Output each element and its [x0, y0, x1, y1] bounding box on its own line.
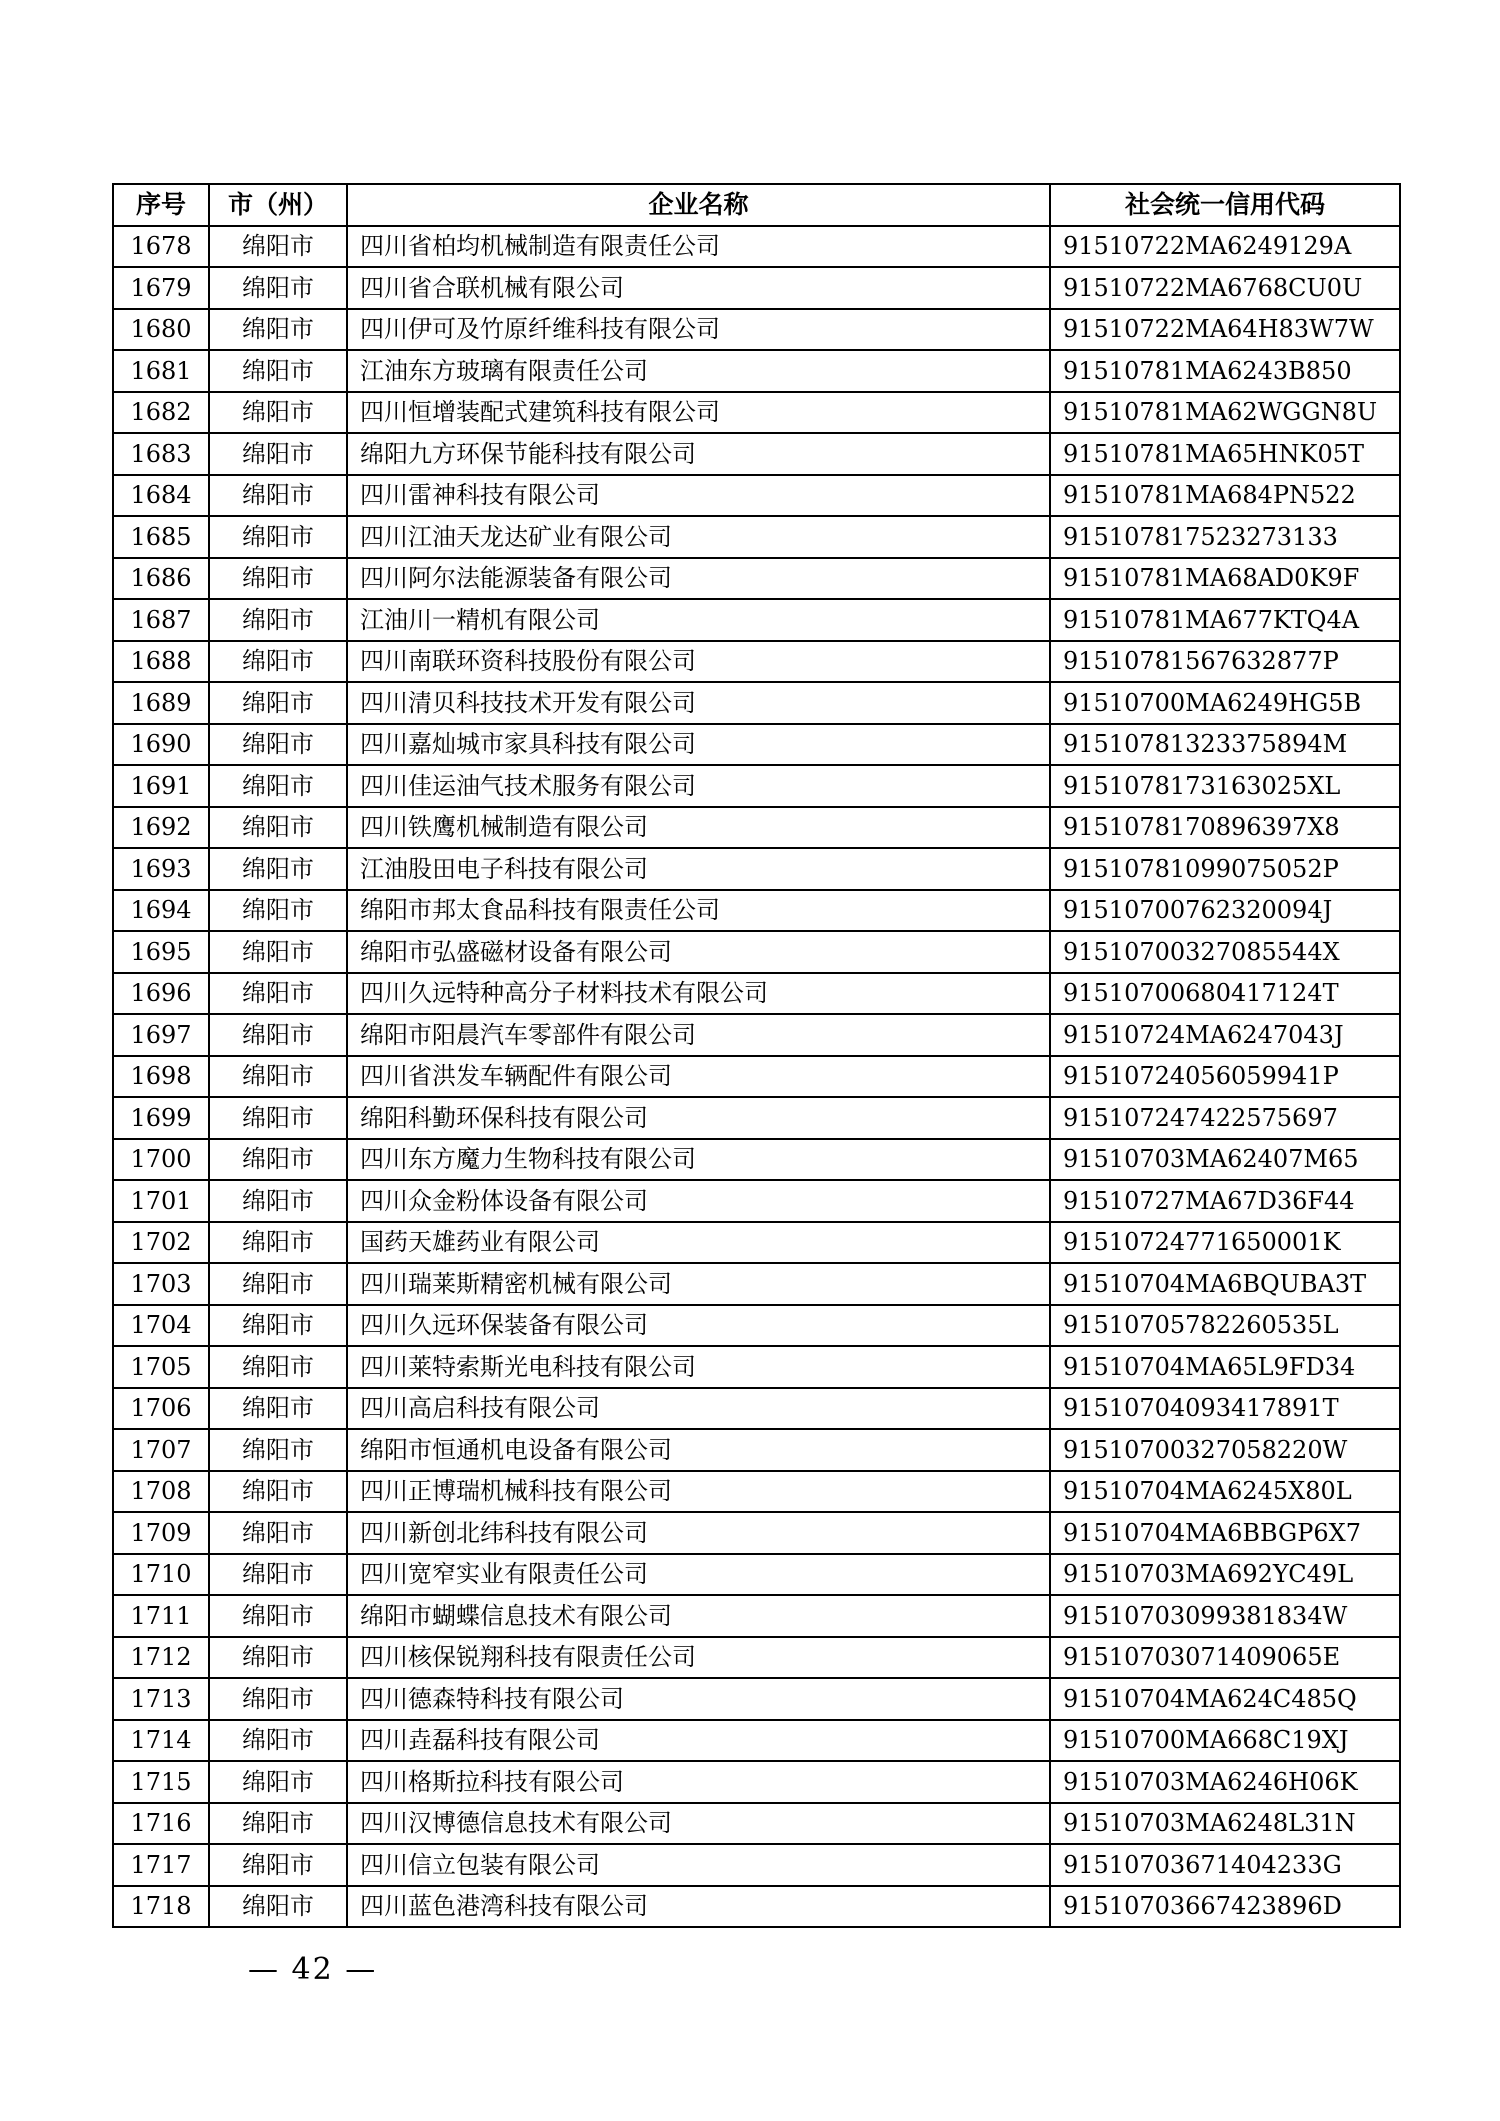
row-city: 绵阳市 — [209, 1512, 347, 1554]
table-row — [113, 1678, 1400, 1720]
row-city: 绵阳市 — [209, 1471, 347, 1513]
table-row — [113, 1429, 1400, 1471]
row-credit-code: 91510724771650001K — [1050, 1222, 1400, 1264]
table-row — [113, 1014, 1400, 1056]
table-row — [113, 1180, 1400, 1222]
table-row — [113, 765, 1400, 807]
row-credit-code: 91510704MA65L9FD34 — [1050, 1346, 1400, 1388]
table-row — [113, 848, 1400, 890]
row-company-name: 绵阳科勤环保科技有限公司 — [347, 1097, 1050, 1139]
row-seq: 1711 — [113, 1595, 209, 1637]
row-credit-code: 91510704MA6BQUBA3T — [1050, 1263, 1400, 1305]
row-credit-code: 91510724MA6247043J — [1050, 1014, 1400, 1056]
row-company-name: 四川高启科技有限公司 — [347, 1388, 1050, 1430]
row-company-name: 四川恒增装配式建筑科技有限公司 — [347, 392, 1050, 434]
row-company-name: 四川久远特种高分子材料技术有限公司 — [347, 973, 1050, 1015]
row-seq: 1705 — [113, 1346, 209, 1388]
row-credit-code: 91510781MA65HNK05T — [1050, 433, 1400, 475]
row-city: 绵阳市 — [209, 1388, 347, 1430]
row-company-name: 四川众金粉体设备有限公司 — [347, 1180, 1050, 1222]
row-seq: 1708 — [113, 1471, 209, 1513]
table-row — [113, 1803, 1400, 1845]
row-company-name: 四川阿尔法能源装备有限公司 — [347, 558, 1050, 600]
row-credit-code: 91510781MA62WGGN8U — [1050, 392, 1400, 434]
header-name: 企业名称 — [347, 184, 1050, 226]
row-credit-code: 9151078173163025XL — [1050, 765, 1400, 807]
table-row — [113, 1263, 1400, 1305]
row-city: 绵阳市 — [209, 475, 347, 517]
row-company-name: 四川省合联机械有限公司 — [347, 267, 1050, 309]
table-row — [113, 1346, 1400, 1388]
row-seq: 1693 — [113, 848, 209, 890]
row-seq: 1699 — [113, 1097, 209, 1139]
row-company-name: 国药天雄药业有限公司 — [347, 1222, 1050, 1264]
row-credit-code: 91510700MA6249HG5B — [1050, 682, 1400, 724]
table-row — [113, 641, 1400, 683]
header-row — [113, 184, 1400, 226]
row-credit-code: 91510722MA64H83W7W — [1050, 309, 1400, 351]
table-row — [113, 1886, 1400, 1928]
row-seq: 1686 — [113, 558, 209, 600]
row-credit-code: 91510781MA6243B850 — [1050, 350, 1400, 392]
row-city: 绵阳市 — [209, 1844, 347, 1886]
row-credit-code: 91510705782260535L — [1050, 1305, 1400, 1347]
row-credit-code: 91510781MA684PN522 — [1050, 475, 1400, 517]
table-row — [113, 350, 1400, 392]
table-row — [113, 599, 1400, 641]
row-company-name: 四川雷神科技有限公司 — [347, 475, 1050, 517]
row-company-name: 绵阳市蝴蝶信息技术有限公司 — [347, 1595, 1050, 1637]
row-seq: 1709 — [113, 1512, 209, 1554]
table-row — [113, 392, 1400, 434]
row-company-name: 四川宽窄实业有限责任公司 — [347, 1554, 1050, 1596]
row-credit-code: 91510724056059941P — [1050, 1056, 1400, 1098]
row-city: 绵阳市 — [209, 433, 347, 475]
row-credit-code: 91510722MA6768CU0U — [1050, 267, 1400, 309]
table-row — [113, 931, 1400, 973]
row-seq: 1696 — [113, 973, 209, 1015]
row-seq: 1688 — [113, 641, 209, 683]
row-seq: 1692 — [113, 807, 209, 849]
row-city: 绵阳市 — [209, 1346, 347, 1388]
row-company-name: 江油东方玻璃有限责任公司 — [347, 350, 1050, 392]
row-city: 绵阳市 — [209, 1637, 347, 1679]
table-row — [113, 1637, 1400, 1679]
table-row — [113, 1097, 1400, 1139]
table-row — [113, 1471, 1400, 1513]
row-city: 绵阳市 — [209, 558, 347, 600]
row-company-name: 四川德森特科技有限公司 — [347, 1678, 1050, 1720]
table-row — [113, 1139, 1400, 1181]
row-seq: 1691 — [113, 765, 209, 807]
row-company-name: 四川久远环保装备有限公司 — [347, 1305, 1050, 1347]
row-seq: 1700 — [113, 1139, 209, 1181]
row-seq: 1697 — [113, 1014, 209, 1056]
table-row — [113, 1305, 1400, 1347]
row-city: 绵阳市 — [209, 1595, 347, 1637]
row-company-name: 绵阳市邦太食品科技有限责任公司 — [347, 890, 1050, 932]
row-city: 绵阳市 — [209, 1180, 347, 1222]
row-company-name: 绵阳市弘盛磁材设备有限公司 — [347, 931, 1050, 973]
row-credit-code: 91510781099075052P — [1050, 848, 1400, 890]
table-row — [113, 1844, 1400, 1886]
row-seq: 1687 — [113, 599, 209, 641]
row-credit-code: 91510703667423896D — [1050, 1886, 1400, 1928]
row-credit-code: 91510703MA62407M65 — [1050, 1139, 1400, 1181]
row-credit-code: 91510704MA6BBGP6X7 — [1050, 1512, 1400, 1554]
row-seq: 1695 — [113, 931, 209, 973]
row-company-name: 四川铁鹰机械制造有限公司 — [347, 807, 1050, 849]
table-row — [113, 682, 1400, 724]
row-city: 绵阳市 — [209, 309, 347, 351]
row-city: 绵阳市 — [209, 599, 347, 641]
row-seq: 1715 — [113, 1761, 209, 1803]
table-row — [113, 890, 1400, 932]
row-seq: 1678 — [113, 226, 209, 268]
row-city: 绵阳市 — [209, 848, 347, 890]
row-seq: 1701 — [113, 1180, 209, 1222]
row-seq: 1698 — [113, 1056, 209, 1098]
table-header — [113, 184, 1400, 226]
row-company-name: 四川正博瑞机械科技有限公司 — [347, 1471, 1050, 1513]
row-company-name: 绵阳市阳晨汽车零部件有限公司 — [347, 1014, 1050, 1056]
row-company-name: 四川东方魔力生物科技有限公司 — [347, 1139, 1050, 1181]
header-seq: 序号 — [113, 184, 209, 226]
row-city: 绵阳市 — [209, 931, 347, 973]
table-row — [113, 1222, 1400, 1264]
row-city: 绵阳市 — [209, 890, 347, 932]
row-seq: 1679 — [113, 267, 209, 309]
row-company-name: 四川南联环资科技股份有限公司 — [347, 641, 1050, 683]
row-company-name: 四川新创北纬科技有限公司 — [347, 1512, 1050, 1554]
row-seq: 1706 — [113, 1388, 209, 1430]
row-credit-code: 9151078170896397X8 — [1050, 807, 1400, 849]
row-city: 绵阳市 — [209, 1263, 347, 1305]
row-credit-code: 91510781MA677KTQ4A — [1050, 599, 1400, 641]
row-company-name: 四川清贝科技技术开发有限公司 — [347, 682, 1050, 724]
row-credit-code: 91510781MA68AD0K9F — [1050, 558, 1400, 600]
header-code: 社会统一信用代码 — [1050, 184, 1400, 226]
table-row — [113, 433, 1400, 475]
row-company-name: 四川垚磊科技有限公司 — [347, 1720, 1050, 1762]
row-credit-code: 91510781567632877P — [1050, 641, 1400, 683]
row-city: 绵阳市 — [209, 1429, 347, 1471]
row-company-name: 四川核保锐翔科技有限责任公司 — [347, 1637, 1050, 1679]
enterprise-table — [112, 183, 1401, 1928]
row-company-name: 四川汉博德信息技术有限公司 — [347, 1803, 1050, 1845]
row-city: 绵阳市 — [209, 1554, 347, 1596]
row-seq: 1683 — [113, 433, 209, 475]
row-city: 绵阳市 — [209, 267, 347, 309]
row-credit-code: 91510700MA668C19XJ — [1050, 1720, 1400, 1762]
row-city: 绵阳市 — [209, 1056, 347, 1098]
row-seq: 1682 — [113, 392, 209, 434]
row-seq: 1702 — [113, 1222, 209, 1264]
table-row — [113, 973, 1400, 1015]
row-city: 绵阳市 — [209, 1014, 347, 1056]
row-credit-code: 91510727MA67D36F44 — [1050, 1180, 1400, 1222]
table-row — [113, 1761, 1400, 1803]
row-city: 绵阳市 — [209, 682, 347, 724]
row-seq: 1713 — [113, 1678, 209, 1720]
row-city: 绵阳市 — [209, 1803, 347, 1845]
row-city: 绵阳市 — [209, 1886, 347, 1928]
row-seq: 1685 — [113, 516, 209, 558]
row-company-name: 四川省洪发车辆配件有限公司 — [347, 1056, 1050, 1098]
table-row — [113, 226, 1400, 268]
row-seq: 1717 — [113, 1844, 209, 1886]
row-company-name: 四川江油天龙达矿业有限公司 — [347, 516, 1050, 558]
row-city: 绵阳市 — [209, 807, 347, 849]
row-seq: 1707 — [113, 1429, 209, 1471]
row-city: 绵阳市 — [209, 350, 347, 392]
row-seq: 1689 — [113, 682, 209, 724]
row-company-name: 四川嘉灿城市家具科技有限公司 — [347, 724, 1050, 766]
row-seq: 1704 — [113, 1305, 209, 1347]
row-seq: 1684 — [113, 475, 209, 517]
table-row — [113, 558, 1400, 600]
row-seq: 1714 — [113, 1720, 209, 1762]
table-row — [113, 475, 1400, 517]
row-city: 绵阳市 — [209, 724, 347, 766]
row-credit-code: 91510700762320094J — [1050, 890, 1400, 932]
row-seq: 1718 — [113, 1886, 209, 1928]
row-company-name: 四川佳运油气技术服务有限公司 — [347, 765, 1050, 807]
row-company-name: 四川信立包装有限公司 — [347, 1844, 1050, 1886]
row-company-name: 江油川一精机有限公司 — [347, 599, 1050, 641]
row-credit-code: 91510703MA692YC49L — [1050, 1554, 1400, 1596]
table-row — [113, 309, 1400, 351]
row-city: 绵阳市 — [209, 392, 347, 434]
table-body — [113, 226, 1400, 1928]
header-city: 市（州） — [209, 184, 347, 226]
row-credit-code: 91510722MA6249129A — [1050, 226, 1400, 268]
row-credit-code: 915107817523273133 — [1050, 516, 1400, 558]
page-number: — 42 — — [248, 1952, 378, 1987]
row-company-name: 江油股田电子科技有限公司 — [347, 848, 1050, 890]
row-city: 绵阳市 — [209, 1761, 347, 1803]
row-city: 绵阳市 — [209, 641, 347, 683]
table-row — [113, 1554, 1400, 1596]
table-row — [113, 1720, 1400, 1762]
table-row — [113, 1512, 1400, 1554]
row-credit-code: 91510704MA624C485Q — [1050, 1678, 1400, 1720]
row-company-name: 四川伊可及竹原纤维科技有限公司 — [347, 309, 1050, 351]
row-city: 绵阳市 — [209, 765, 347, 807]
row-company-name: 四川格斯拉科技有限公司 — [347, 1761, 1050, 1803]
row-credit-code: 91510700327058220W — [1050, 1429, 1400, 1471]
row-credit-code: 91510703MA6248L31N — [1050, 1803, 1400, 1845]
row-city: 绵阳市 — [209, 973, 347, 1015]
row-seq: 1716 — [113, 1803, 209, 1845]
row-credit-code: 91510704MA6245X80L — [1050, 1471, 1400, 1513]
row-seq: 1694 — [113, 890, 209, 932]
table-row — [113, 724, 1400, 766]
row-city: 绵阳市 — [209, 1097, 347, 1139]
row-city: 绵阳市 — [209, 516, 347, 558]
row-seq: 1681 — [113, 350, 209, 392]
row-city: 绵阳市 — [209, 1222, 347, 1264]
row-seq: 1712 — [113, 1637, 209, 1679]
row-credit-code: 91510703099381834W — [1050, 1595, 1400, 1637]
row-credit-code: 91510700327085544X — [1050, 931, 1400, 973]
row-seq: 1710 — [113, 1554, 209, 1596]
row-seq: 1703 — [113, 1263, 209, 1305]
table-row — [113, 1388, 1400, 1430]
row-city: 绵阳市 — [209, 1678, 347, 1720]
row-credit-code: 91510781323375894M — [1050, 724, 1400, 766]
row-city: 绵阳市 — [209, 1305, 347, 1347]
row-company-name: 四川瑞莱斯精密机械有限公司 — [347, 1263, 1050, 1305]
row-seq: 1680 — [113, 309, 209, 351]
row-company-name: 四川莱特索斯光电科技有限公司 — [347, 1346, 1050, 1388]
row-seq: 1690 — [113, 724, 209, 766]
table-row — [113, 516, 1400, 558]
row-company-name: 绵阳市恒通机电设备有限公司 — [347, 1429, 1050, 1471]
row-company-name: 四川省柏均机械制造有限责任公司 — [347, 226, 1050, 268]
row-city: 绵阳市 — [209, 226, 347, 268]
row-credit-code: 91510704093417891T — [1050, 1388, 1400, 1430]
row-credit-code: 91510703MA6246H06K — [1050, 1761, 1400, 1803]
row-city: 绵阳市 — [209, 1139, 347, 1181]
row-credit-code: 91510703071409065E — [1050, 1637, 1400, 1679]
row-credit-code: 91510700680417124T — [1050, 973, 1400, 1015]
row-company-name: 绵阳九方环保节能科技有限公司 — [347, 433, 1050, 475]
row-city: 绵阳市 — [209, 1720, 347, 1762]
table-row — [113, 807, 1400, 849]
table-row — [113, 1056, 1400, 1098]
row-credit-code: 91510703671404233G — [1050, 1844, 1400, 1886]
table-row — [113, 267, 1400, 309]
row-credit-code: 915107247422575697 — [1050, 1097, 1400, 1139]
table-row — [113, 1595, 1400, 1637]
row-company-name: 四川蓝色港湾科技有限公司 — [347, 1886, 1050, 1928]
